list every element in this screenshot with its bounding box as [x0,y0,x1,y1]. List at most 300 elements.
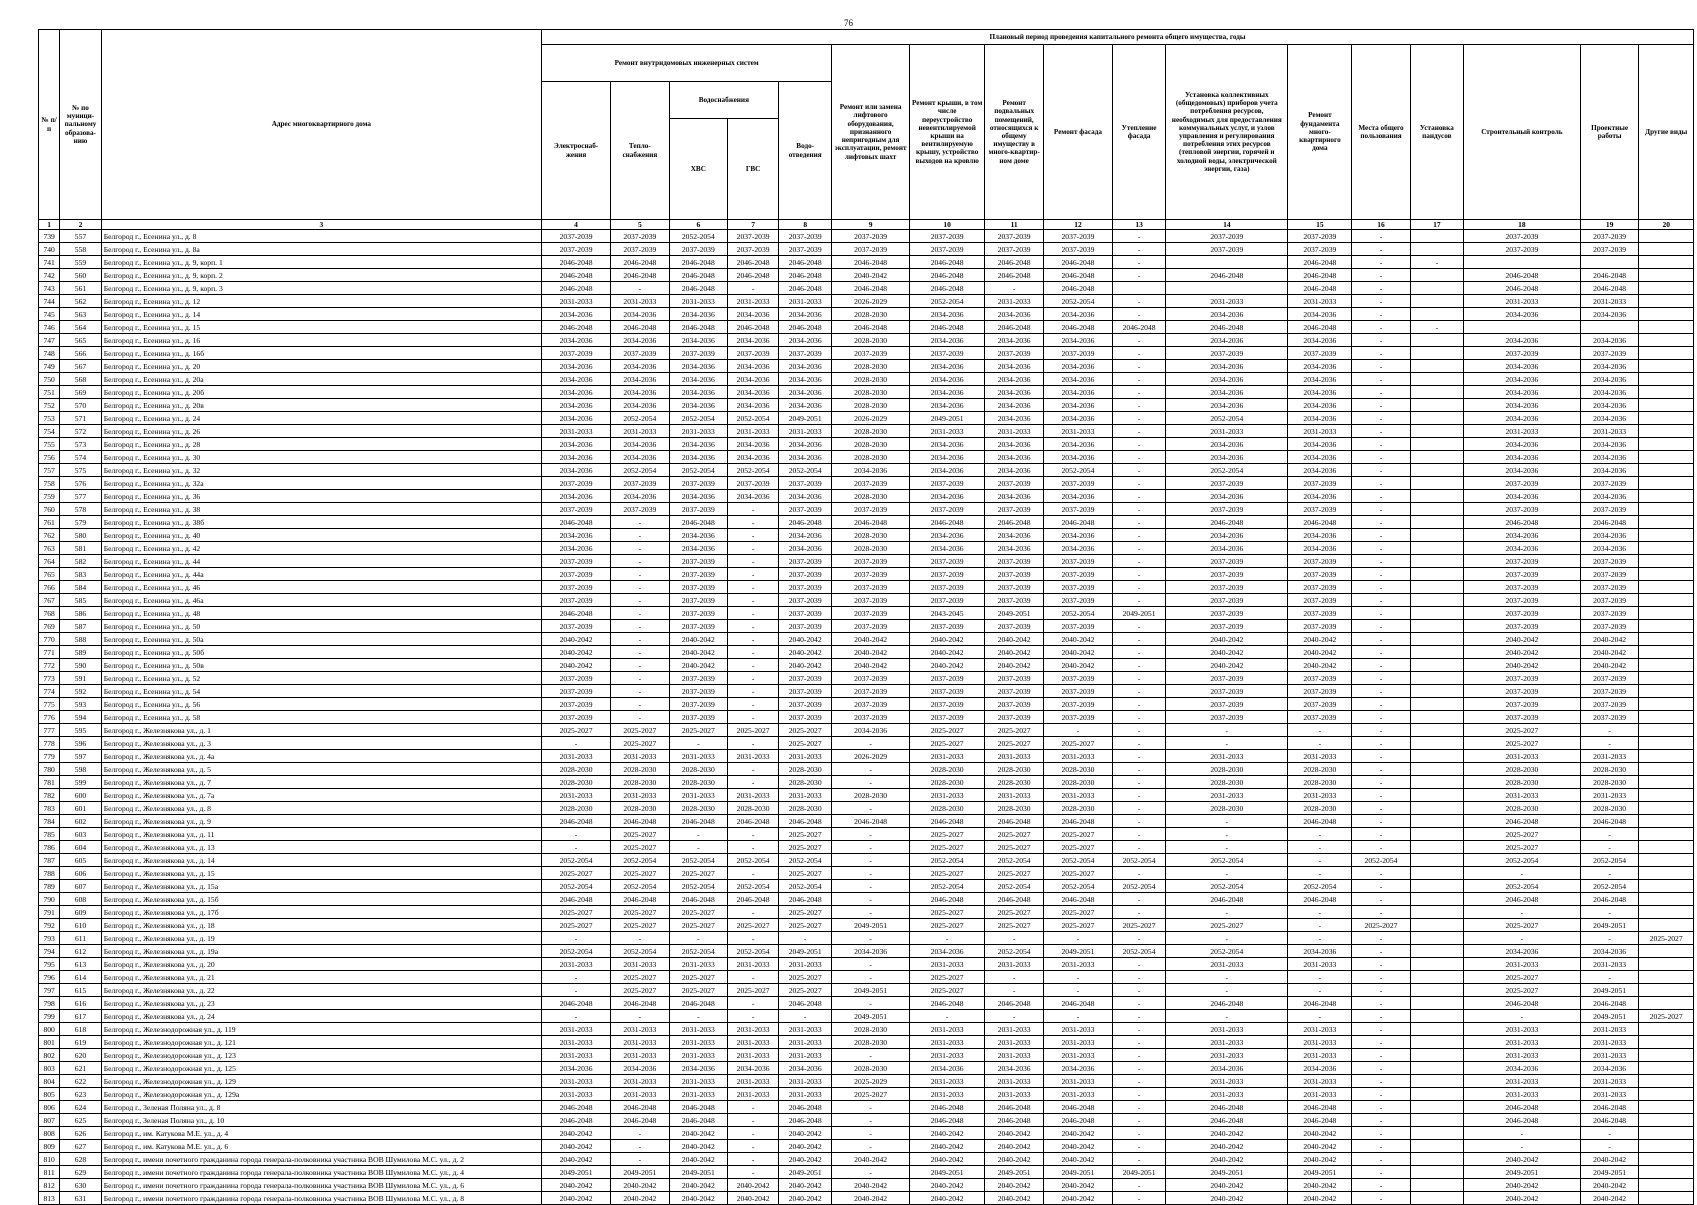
table-cell: 2034-2036 [1166,1062,1288,1075]
table-cell: 2025-2027 [779,737,832,750]
table-cell: 2046-2048 [1113,321,1166,334]
table-cell: - [1288,828,1352,841]
table-cell: 2037-2039 [1043,685,1112,698]
table-cell [1410,412,1463,425]
table-cell: 2034-2036 [1043,542,1112,555]
table-cell: 2046-2048 [542,321,611,334]
table-cell: 2037-2039 [1288,711,1352,724]
table-cell [1639,984,1694,997]
table-cell: 2037-2039 [1166,347,1288,360]
address-cell: Белгород г., Есенина ул., д. 12 [101,295,541,308]
table-cell: - [1352,880,1410,893]
table-cell [1410,711,1463,724]
header-electro: Электроснаб-жения [542,82,611,220]
table-cell: - [1113,1101,1166,1114]
table-cell: - [728,1153,779,1166]
table-cell: 2034-2036 [1463,373,1580,386]
table-cell: 2037-2039 [832,607,910,620]
address-cell: Белгород г., Зеленая Поляна ул., д. 10 [101,1114,541,1127]
table-cell [1410,1088,1463,1101]
table-cell: 2025-2027 [909,906,985,919]
table-cell: 2034-2036 [985,529,1043,542]
header-address: Адрес многоквартирного дома [101,30,541,220]
table-cell: - [779,1010,832,1023]
table-cell: 2031-2033 [779,1049,832,1062]
table-cell: 773 [39,672,60,685]
table-cell: - [832,971,910,984]
table-cell: 2040-2042 [1580,1153,1638,1166]
table-cell: 2028-2030 [611,776,669,789]
table-cell: 2037-2039 [728,243,779,256]
table-cell: 2031-2033 [1463,1036,1580,1049]
table-cell: 580 [60,529,101,542]
table-cell: 2037-2039 [985,503,1043,516]
table-cell: 2049-2051 [669,1166,727,1179]
table-cell: 2031-2033 [1580,1036,1638,1049]
table-cell: 2025-2027 [611,737,669,750]
table-cell: 2037-2039 [832,594,910,607]
table-cell: 2034-2036 [832,464,910,477]
table-cell [1410,594,1463,607]
table-cell: - [1113,620,1166,633]
table-cell [1410,750,1463,763]
table-cell: 2040-2042 [542,1127,611,1140]
table-cell: 2046-2048 [1043,1114,1112,1127]
table-cell: 599 [60,776,101,789]
table-cell: 2052-2054 [728,945,779,958]
table-cell: 796 [39,971,60,984]
table-cell: 2031-2033 [1043,789,1112,802]
table-cell: 2037-2039 [779,607,832,620]
table-cell: 2034-2036 [669,438,727,451]
table-row [39,1166,1694,1179]
table-cell: 2037-2039 [832,620,910,633]
table-cell [1410,451,1463,464]
table-cell: 2025-2027 [728,984,779,997]
table-cell: - [611,672,669,685]
table-cell: 2040-2042 [1043,659,1112,672]
table-cell: - [1113,1153,1166,1166]
table-cell: 2031-2033 [909,425,985,438]
table-cell: 2025-2027 [728,919,779,932]
table-cell: 2025-2027 [779,841,832,854]
header-facade: Ремонт фасада [1043,45,1112,220]
column-number: 11 [985,220,1043,230]
table-cell: 750 [39,373,60,386]
table-cell [1410,1192,1463,1205]
table-row [39,698,1694,711]
table-cell: 2034-2036 [985,451,1043,464]
table-cell: 2037-2039 [1463,698,1580,711]
table-cell: 2040-2042 [1463,1153,1580,1166]
table-cell: - [1352,906,1410,919]
table-cell: 2028-2030 [909,776,985,789]
table-cell: 2025-2027 [669,724,727,737]
table-cell: - [1352,737,1410,750]
table-cell: 2049-2051 [1288,1166,1352,1179]
table-cell: 2046-2048 [728,893,779,906]
table-cell: 2034-2036 [669,529,727,542]
table-cell: 2037-2039 [1463,555,1580,568]
table-row [39,581,1694,594]
table-cell: 2037-2039 [1580,477,1638,490]
table-cell: 2034-2036 [909,386,985,399]
table-cell: 2028-2030 [1463,776,1580,789]
table-row [39,516,1694,529]
table-cell: 2052-2054 [1043,464,1112,477]
table-row [39,269,1694,282]
table-cell: 2040-2042 [542,1153,611,1166]
table-cell: - [1113,1062,1166,1075]
table-cell [1639,334,1694,347]
table-cell: - [611,594,669,607]
table-cell: - [1113,932,1166,945]
table-cell: 765 [39,568,60,581]
table-cell: 619 [60,1036,101,1049]
table-cell: 2046-2048 [1288,321,1352,334]
table-cell: 2025-2027 [909,971,985,984]
table-cell [1639,295,1694,308]
table-cell: 577 [60,490,101,503]
table-cell [1410,529,1463,542]
table-cell: 2031-2033 [669,1036,727,1049]
table-cell: 2037-2039 [909,568,985,581]
table-cell: 2025-2027 [985,724,1043,737]
table-cell: 768 [39,607,60,620]
table-cell: 2040-2042 [669,1179,727,1192]
table-cell: 2025-2027 [1113,919,1166,932]
table-cell: - [1113,1192,1166,1205]
address-cell: Белгород г., Есенина ул., д. 54 [101,685,541,698]
table-cell: 2037-2039 [909,594,985,607]
table-cell: - [611,1140,669,1153]
table-cell: 616 [60,997,101,1010]
table-cell: 2046-2048 [1043,256,1112,269]
table-cell: 2037-2039 [779,568,832,581]
table-cell: - [542,841,611,854]
table-cell: - [1352,308,1410,321]
table-cell: 2037-2039 [1463,594,1580,607]
table-cell: 2052-2054 [728,880,779,893]
table-cell: 2052-2054 [611,854,669,867]
table-cell: 623 [60,1088,101,1101]
table-cell: 2034-2036 [909,464,985,477]
table-cell [1410,516,1463,529]
table-cell: 2031-2033 [669,958,727,971]
table-cell: - [1043,1010,1112,1023]
table-cell: 2037-2039 [909,503,985,516]
address-cell: Белгород г., Есенина ул., д. 50б [101,646,541,659]
table-cell: 2034-2036 [1463,945,1580,958]
table-cell: 2040-2042 [779,633,832,646]
table-cell: 2040-2042 [1166,1179,1288,1192]
table-cell: 2025-2027 [1639,1010,1694,1023]
table-cell: 2040-2042 [985,646,1043,659]
address-cell: Белгород г., Есенина ул., д. 58 [101,711,541,724]
table-cell: 2031-2033 [1288,425,1352,438]
table-cell: 2052-2054 [1352,854,1410,867]
table-cell: - [909,1010,985,1023]
table-cell: 2040-2042 [985,659,1043,672]
table-cell: - [1352,490,1410,503]
table-cell: 2040-2042 [779,1140,832,1153]
table-cell: 2037-2039 [1043,672,1112,685]
table-cell: - [1288,1010,1352,1023]
table-cell: - [1580,971,1638,984]
table-cell: 2028-2030 [1166,802,1288,815]
table-cell: - [1113,815,1166,828]
table-cell: 2037-2039 [985,711,1043,724]
table-cell: 2046-2048 [1166,1101,1288,1114]
table-row [39,724,1694,737]
table-cell: - [1352,672,1410,685]
table-cell [1166,256,1288,269]
address-cell: Белгород г., Железнякова ул., д. 23 [101,997,541,1010]
table-cell: 2031-2033 [669,1088,727,1101]
table-cell: 2031-2033 [1166,425,1288,438]
table-cell: 2046-2048 [779,997,832,1010]
table-cell [1410,1036,1463,1049]
table-cell: 2031-2033 [985,295,1043,308]
address-cell: Белгород г., Есенина ул., д. 36 [101,490,541,503]
table-cell [1166,282,1288,295]
table-cell: 2028-2030 [1288,802,1352,815]
table-cell: 804 [39,1075,60,1088]
table-cell: 2031-2033 [1288,1088,1352,1101]
table-cell: - [611,932,669,945]
table-cell [1410,763,1463,776]
table-cell: - [1580,828,1638,841]
table-cell: 2031-2033 [611,1023,669,1036]
table-cell: 2034-2036 [779,373,832,386]
table-row [39,295,1694,308]
table-cell: 2037-2039 [779,503,832,516]
table-cell: 2025-2027 [611,919,669,932]
address-cell: Белгород г., Есенина ул., д. 24 [101,412,541,425]
table-cell: 743 [39,282,60,295]
table-cell: 2049-2051 [1580,984,1638,997]
address-cell: Белгород г., Железнякова ул., д. 20 [101,958,541,971]
table-cell: 2040-2042 [669,646,727,659]
table-cell: - [1352,1062,1410,1075]
table-cell [1639,1023,1694,1036]
table-cell: 2034-2036 [1580,529,1638,542]
table-cell: 2034-2036 [1288,945,1352,958]
table-cell: 2028-2030 [909,763,985,776]
table-cell: - [1352,1049,1410,1062]
table-cell: 2037-2039 [542,581,611,594]
table-cell: 2031-2033 [985,1036,1043,1049]
table-cell: 2034-2036 [1580,451,1638,464]
table-cell: 2037-2039 [1463,243,1580,256]
table-cell: 2031-2033 [611,1088,669,1101]
table-cell: 2037-2039 [1288,581,1352,594]
table-cell: 2037-2039 [779,685,832,698]
table-cell: 2028-2030 [832,451,910,464]
table-cell [1410,1153,1463,1166]
table-cell: - [1580,1140,1638,1153]
table-cell: 2040-2042 [909,1192,985,1205]
table-cell: 2034-2036 [1463,490,1580,503]
table-cell: 2037-2039 [542,555,611,568]
table-cell: 2046-2048 [985,997,1043,1010]
address-cell: Белгород г., Есенина ул., д. 50в [101,659,541,672]
table-cell: 2031-2033 [1463,1088,1580,1101]
header-heat: Тепло-снабжения [611,82,669,220]
address-cell: Белгород г., Железнодорожная ул., д. 129а [101,1088,541,1101]
table-cell [1639,763,1694,776]
address-cell: Белгород г., имени почетного гражданина города генерала-полковника участника ВОВ Шумилова М.С. ул., д. 6 [101,1179,541,1192]
table-cell [1639,490,1694,503]
address-cell: Белгород г., Железнякова ул., д. 24 [101,1010,541,1023]
table-cell: 2031-2033 [985,425,1043,438]
table-cell: 2028-2030 [832,1036,910,1049]
table-cell: - [832,997,910,1010]
table-cell: 2034-2036 [909,360,985,373]
table-cell: - [728,659,779,672]
table-cell: 2034-2036 [1288,399,1352,412]
table-cell: 2046-2048 [1166,321,1288,334]
address-cell: Белгород г., Есенина ул., д. 9, корп. 3 [101,282,541,295]
table-cell: 569 [60,386,101,399]
table-cell: 2052-2054 [985,880,1043,893]
column-number: 5 [611,220,669,230]
table-cell: - [728,1166,779,1179]
table-cell: 2037-2039 [611,347,669,360]
header-roof: Ремонт крыши, в том числе переустройство невентилируемой крыши на вентилируемую крышу, устройство выходов на кровлю [909,45,985,220]
table-cell: 2028-2030 [611,763,669,776]
table-cell: 2031-2033 [1288,1075,1352,1088]
table-cell: 2031-2033 [669,750,727,763]
table-cell: 2049-2051 [1043,945,1112,958]
address-cell: Белгород г., Есенина ул., д. 42 [101,542,541,555]
table-cell: 2031-2033 [1580,1023,1638,1036]
table-cell: - [1113,360,1166,373]
table-row [39,555,1694,568]
table-cell [1410,971,1463,984]
table-cell: 2031-2033 [985,958,1043,971]
table-cell: 2046-2048 [1463,893,1580,906]
table-cell [1410,945,1463,958]
header-mun-num: № по муници-пальному образова-нию [60,30,101,220]
table-cell: 2028-2030 [1166,763,1288,776]
table-cell: 2034-2036 [1463,399,1580,412]
table-cell: 2028-2030 [728,802,779,815]
table-cell: - [1352,932,1410,945]
table-cell: 2046-2048 [1288,1101,1352,1114]
table-cell: 2031-2033 [1166,1088,1288,1101]
table-cell [1410,1010,1463,1023]
table-cell [1639,360,1694,373]
table-cell [1639,880,1694,893]
table-cell: 2034-2036 [1043,438,1112,451]
table-cell: - [832,1114,910,1127]
table-cell: 2037-2039 [985,620,1043,633]
table-cell: 2046-2048 [1580,1114,1638,1127]
table-cell: - [542,737,611,750]
table-row [39,451,1694,464]
table-cell: 2046-2048 [1463,815,1580,828]
table-cell: 2034-2036 [1166,386,1288,399]
table-cell: 2037-2039 [779,620,832,633]
table-cell: - [832,802,910,815]
table-cell: - [1113,906,1166,919]
table-row [39,1192,1694,1205]
table-row [39,815,1694,828]
table-cell: 2046-2048 [1463,516,1580,529]
table-cell: 2025-2027 [779,906,832,919]
table-cell: 2034-2036 [728,373,779,386]
address-cell: Белгород г., Железнякова ул., д. 13 [101,841,541,854]
table-row [39,399,1694,412]
table-cell: - [1113,750,1166,763]
table-cell: 2031-2033 [909,1023,985,1036]
table-cell: - [611,282,669,295]
table-cell: 2040-2042 [1580,659,1638,672]
table-cell: - [611,646,669,659]
table-cell: 572 [60,425,101,438]
table-cell: 766 [39,581,60,594]
table-cell: - [728,607,779,620]
table-cell: 2031-2033 [611,958,669,971]
table-cell: - [832,1049,910,1062]
table-cell: 2052-2054 [1166,945,1288,958]
table-cell: 2037-2039 [669,672,727,685]
table-cell: 609 [60,906,101,919]
table-cell: 2037-2039 [1288,594,1352,607]
table-cell: 2028-2030 [832,1023,910,1036]
table-cell [1639,620,1694,633]
table-cell: 2034-2036 [669,399,727,412]
table-cell: 2037-2039 [1288,568,1352,581]
table-cell [1410,503,1463,516]
table-cell: - [1166,724,1288,737]
table-row [39,750,1694,763]
table-cell: 2046-2048 [779,256,832,269]
table-cell: 2031-2033 [779,1036,832,1049]
table-cell [1410,867,1463,880]
table-cell: 2046-2048 [542,815,611,828]
address-cell: Белгород г., Есенина ул., д. 30 [101,451,541,464]
table-cell: - [728,737,779,750]
table-cell: 2031-2033 [1043,958,1112,971]
table-cell: 2037-2039 [542,243,611,256]
table-cell: - [1166,737,1288,750]
table-cell: 2040-2042 [832,269,910,282]
table-cell: 585 [60,594,101,607]
table-cell: - [1352,230,1410,243]
table-cell: 2046-2048 [909,1101,985,1114]
table-cell: - [611,1127,669,1140]
table-cell: 2034-2036 [1166,438,1288,451]
table-cell: 2034-2036 [542,412,611,425]
table-cell: 2037-2039 [909,555,985,568]
table-cell: 2040-2042 [909,646,985,659]
table-cell: 2028-2030 [779,802,832,815]
table-cell [1639,841,1694,854]
table-cell: - [1352,1010,1410,1023]
table-cell: 2049-2051 [1043,1166,1112,1179]
table-cell: 601 [60,802,101,815]
table-cell: 2031-2033 [1166,750,1288,763]
table-cell: 767 [39,594,60,607]
table-cell: 2046-2048 [909,282,985,295]
table-cell: 2046-2048 [611,815,669,828]
table-cell: 2040-2042 [832,646,910,659]
table-cell: - [1352,412,1410,425]
table-cell: - [1288,984,1352,997]
table-row [39,321,1694,334]
